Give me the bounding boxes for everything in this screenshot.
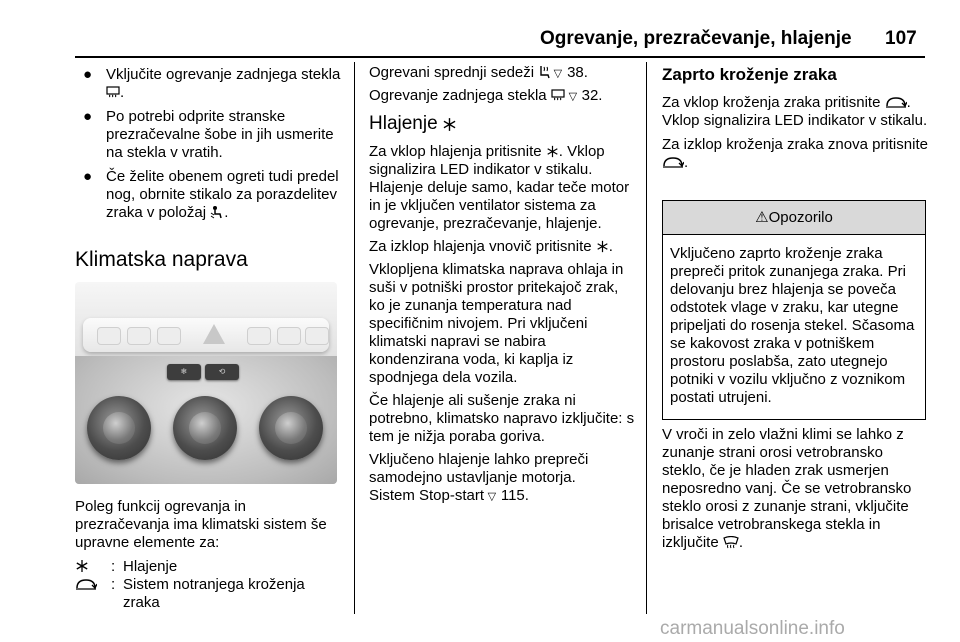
watermark-text: carmanualsonline.info: [660, 618, 845, 639]
warning-box: [662, 200, 926, 420]
page-header-title: Ogrevanje, prezračevanje, hlajenje: [540, 28, 852, 49]
rear-window-heater-icon: [106, 86, 120, 100]
cross-reference-icon: ▷: [567, 92, 580, 102]
middle-column: [369, 64, 635, 506]
climate-control-panel-photo: [75, 282, 337, 484]
windscreen-fog-paragraph: V vroči in zelo vlažni klimi se lahko z zunanje strani orosi vetrobransko steklo, če je hladen zrak usmerjen neposredno vanj. Če se vetrobransko steklo orosi z zunanje strani, vključite brisalce vetrobranskega stekla in izključite .: [662, 426, 912, 551]
warning-body: Vključeno zaprto kroženje zraka prepreči pritok zunanjega zraka. Pri delovanju brez hlajenja se poveča odstotek vlage v zraku, kar utegne pripeljati do rosenja stekel. Sčasoma se kakovost zraka v potniškem prostoru poslabša, zato utegnejo potniki v vozilu vključno z voznikom postati utrujeni.: [670, 245, 915, 406]
seat-heater-reference: Ogrevani sprednji sedeži ▷ 38.: [369, 64, 588, 81]
recirculation-off-paragraph: Za izklop kroženja zraka znova pritisnite .: [662, 136, 928, 171]
section-heading: Klimatska naprava: [75, 248, 248, 271]
warning-triangle-icon: ⚠: [755, 209, 769, 226]
snowflake-icon: [596, 240, 609, 255]
bullet-text: Če želite obenem ogreti tudi predel nog, obrnite stikalo za porazdelitev zraka v položaj: [106, 168, 339, 221]
page-number: 107: [885, 28, 917, 49]
bullet-text: Po potrebi odprite stranske prezračevalne šobe in jih usmerite na stekla v vratih.: [106, 108, 334, 161]
ac-button: ❄: [167, 364, 201, 380]
temperature-knob: [87, 396, 151, 460]
left-column: ● Vključite ogrevanje zadnjega stekla . ● Po potrebi odprite stranske prezračevalne šobe in jih usmerite na stekla v vratih. ● Če želite obenem ogreti tudi predel nog, obrnite stikalo za porazdelitev zraka v položaj . Klimatska naprava ❄ ⟲ Poleg funkcij ogrevanja in prezračevanja ima klimatski sistem še upravne elemente za: : Hlajenje : Sistem notranjega kroženja zraka: [75, 64, 345, 614]
column-divider-left: [354, 62, 355, 614]
bullet-text: Vključite ogrevanje zadnjega stekla: [106, 66, 341, 83]
rear-window-heater-icon: [551, 89, 565, 103]
warning-header: [663, 201, 925, 235]
air-recirculation-icon: [662, 155, 684, 171]
hazard-button: [203, 324, 225, 344]
stop-start-reference: Sistem Stop-start ▷ 115.: [369, 487, 529, 504]
cross-reference-icon: ▷: [552, 69, 565, 79]
bullet-marker: ●: [83, 108, 93, 125]
recirculation-button: ⟲: [205, 364, 239, 380]
rear-window-reference: Ogrevanje zadnjega stekla ▷ 32.: [369, 87, 603, 104]
air-recirculation-icon: [75, 577, 97, 596]
air-recirculation-icon: [885, 95, 907, 111]
definition-text: Hlajenje: [123, 558, 178, 575]
fan-speed-knob: [173, 396, 237, 460]
panel-button-row: [83, 318, 329, 352]
bullet-marker: ●: [83, 168, 93, 185]
header-rule: [75, 56, 925, 58]
recirculation-heading: Zaprto kroženje zraka: [662, 65, 837, 84]
climate-panel: [75, 356, 337, 484]
ac-function-paragraph: Vklopljena klimatska naprava ohlaja in suši v potniški prostor pritekajoč zrak, ko je zunanja temperatura nad specifičnim nivojem. Pri vključeni klimatski napravi se nabira kondenzirana voda, ki kaplja iz spodnjega dela vozila.: [369, 261, 624, 386]
windscreen-heater-icon: [723, 536, 739, 551]
air-distribution-knob: [259, 396, 323, 460]
cross-reference-icon: ▷: [486, 492, 499, 502]
bullet-marker: ●: [83, 66, 93, 83]
snowflake-icon: [546, 145, 559, 160]
snowflake-icon: [442, 117, 457, 134]
cooling-off-paragraph: Za izklop hlajenja vnovič pritisnite .: [369, 238, 613, 255]
warning-title: Opozorilo: [768, 209, 833, 226]
column-divider-right: [646, 62, 647, 614]
recirculation-on-paragraph: Za vklop kroženja zraka pritisnite . Vklop signalizira LED indikator v stikalu.: [662, 94, 928, 129]
right-column: [662, 64, 928, 614]
stop-start-paragraph: Vključeno hlajenje lahko prepreči samodejno ustavljanje motorja.: [369, 451, 589, 486]
cooling-on-paragraph: Za vklop hlajenja pritisnite . Vklop signalizira LED indikator v stikalu. Hlajenje deluje samo, kadar teče motor in je vključen ventilator sistema za ogrevanje, prezračevanje, hlajenje.: [369, 143, 630, 232]
cooling-heading: Hlajenje: [369, 115, 635, 134]
ac-off-paragraph: Če hlajenje ali sušenje zraka ni potrebno, klimatsko napravo izključite: s tem je nižja poraba goriva.: [369, 392, 635, 445]
footwell-airflow-icon: [210, 205, 224, 221]
snowflake-icon: [75, 559, 89, 578]
intro-paragraph: Poleg funkcij ogrevanja in prezračevanja ima klimatski sistem še upravne elemente za:: [75, 498, 327, 551]
definition-text: Sistem notranjega kroženja zraka: [123, 576, 305, 611]
